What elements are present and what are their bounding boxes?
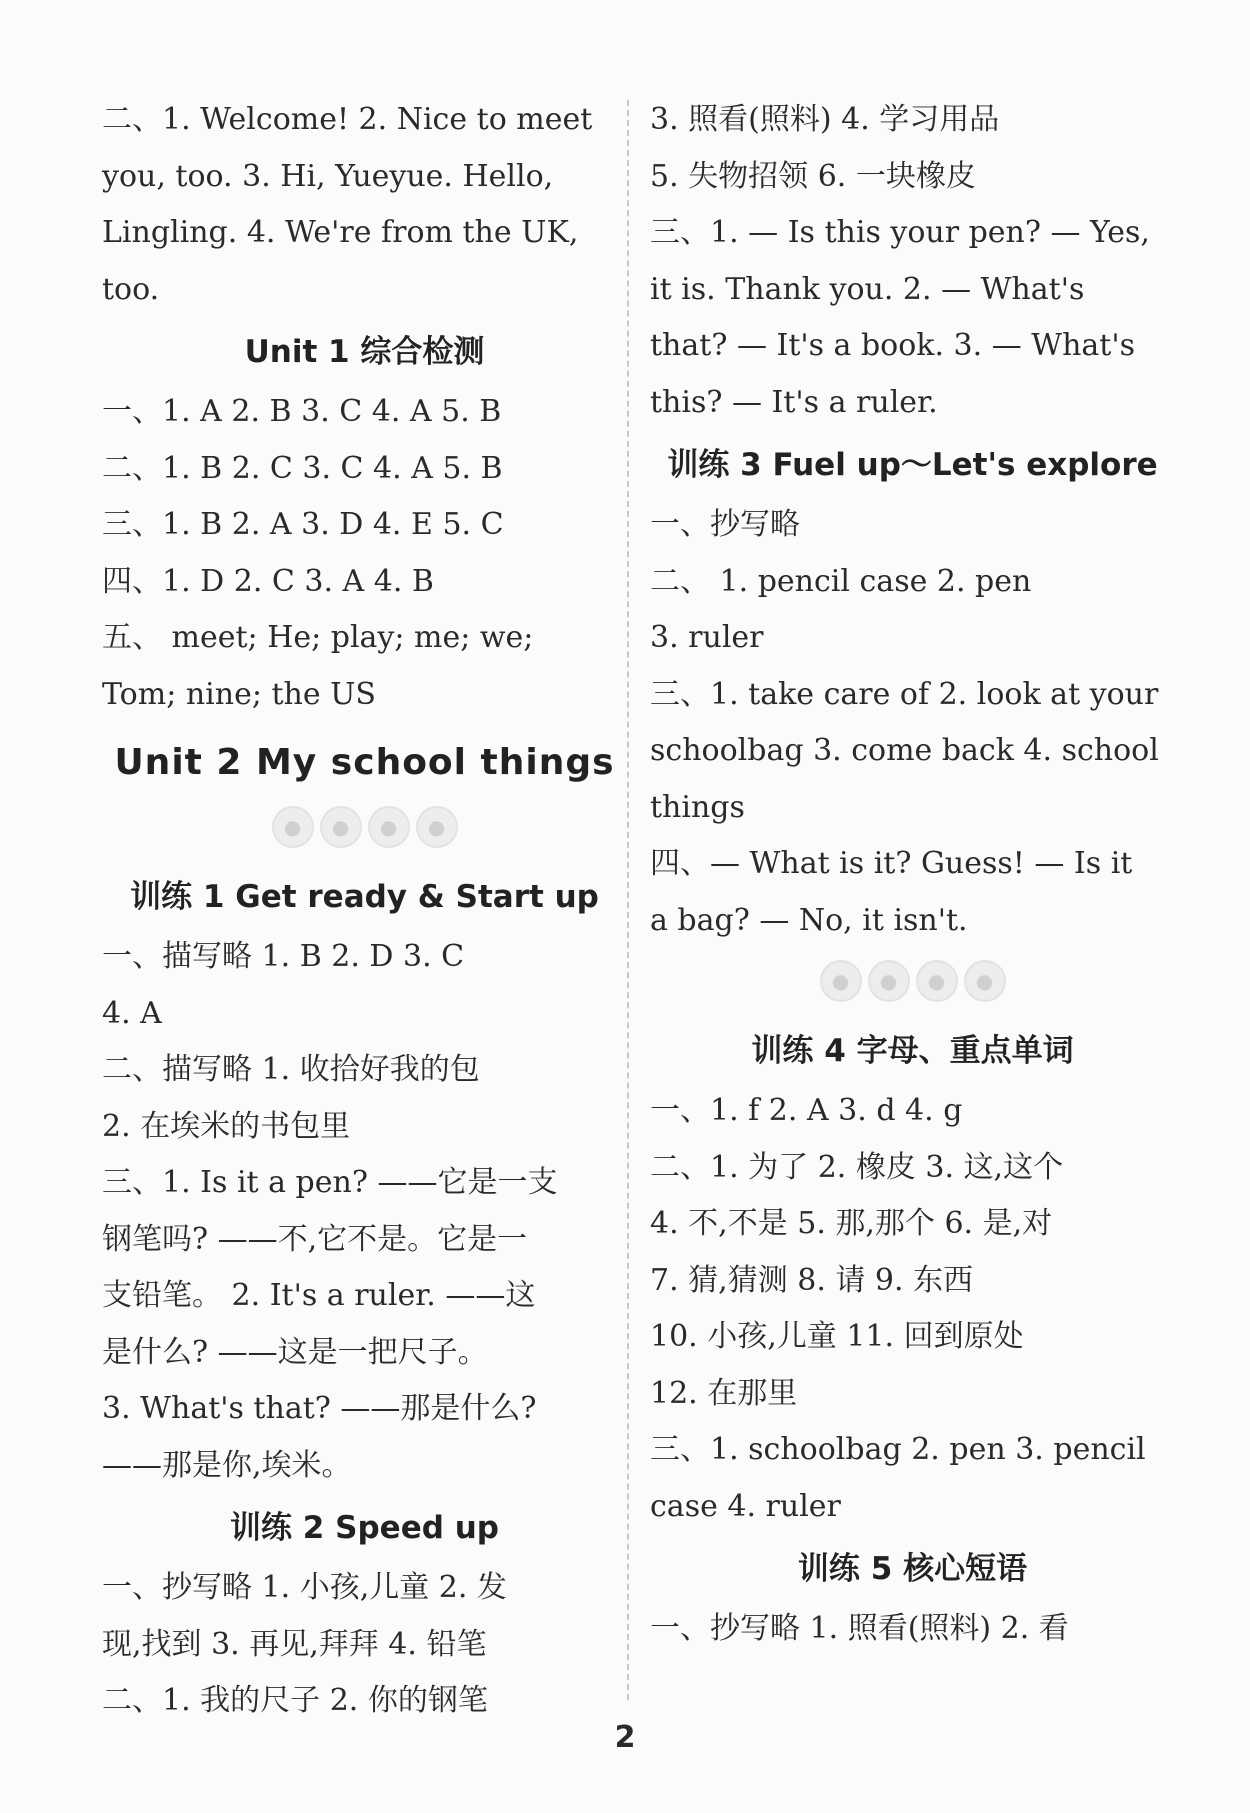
section-heading-training-3: 训练 3 Fuel up～Let's explore: [667, 447, 1158, 483]
left-block-c: [102, 929, 627, 1494]
left-block-d: [102, 1560, 627, 1730]
answer-line: 钢笔吗? ——不,它不是。它是一: [102, 1221, 528, 1257]
answer-line: 4. A: [102, 995, 162, 1031]
page-number: 2: [614, 1720, 636, 1755]
answer-line: 5. 失物招领 6. 一块橡皮: [650, 158, 976, 194]
answer-line: 3. What's that? ——那是什么?: [102, 1391, 537, 1426]
answer-line: 三、1. — Is this your pen? — Yes,: [650, 215, 1150, 250]
answer-line: 二、1. Welcome! 2. Nice to meet: [102, 102, 593, 137]
banner-circle-icon: ●: [916, 960, 958, 1002]
right-block-b: [650, 497, 1175, 949]
answer-line: things: [650, 789, 745, 825]
left-block-a: [102, 92, 627, 318]
decorative-banner: [102, 807, 627, 847]
answer-line: 一、1. f 2. A 3. d 4. g: [650, 1093, 963, 1128]
answer-line: that? — It's a book. 3. — What's: [650, 328, 1135, 363]
answer-line: a bag? — No, it isn't.: [650, 902, 968, 938]
answer-line: 三、1. take care of 2. look at your: [650, 676, 1159, 712]
answer-line: 一、1. A 2. B 3. C 4. A 5. B: [102, 394, 502, 429]
answer-line: 12. 在那里: [650, 1375, 798, 1411]
answer-line: it is. Thank you. 2. — What's: [650, 271, 1085, 307]
answer-line: 一、抄写略 1. 小孩,儿童 2. 发: [102, 1570, 507, 1605]
section-heading-training-5: 训练 5 核心短语: [797, 1551, 1028, 1587]
answer-line: 3. ruler: [650, 620, 764, 655]
right-block-c: [650, 1083, 1175, 1535]
answer-line: 2. 在埃米的书包里: [102, 1108, 351, 1144]
answer-line: case 4. ruler: [650, 1488, 841, 1524]
section-heading-unit1-test: Unit 1 综合检测: [244, 334, 485, 370]
answer-line: 支铅笔。 2. It's a ruler. ——这: [102, 1278, 536, 1313]
answer-line: 二、1. 我的尺子 2. 你的钢笔: [102, 1683, 488, 1718]
answer-line: Tom; nine; the US: [102, 676, 376, 712]
answer-line: 一、抄写略: [650, 507, 800, 542]
answer-line: 现,找到 3. 再见,拜拜 4. 铅笔: [102, 1626, 487, 1662]
banner-circle-icon: ●: [320, 806, 362, 848]
answer-line: 二、描写略 1. 收拾好我的包: [102, 1052, 480, 1087]
right-block-a: [650, 92, 1175, 431]
section-heading-training-4: 训练 4 字母、重点单词: [751, 1033, 1074, 1069]
answer-line: 二、1. 为了 2. 橡皮 3. 这,这个: [650, 1149, 1064, 1185]
left-block-b: [102, 384, 627, 723]
answer-line: 五、 meet; He; play; me; we;: [102, 620, 534, 655]
section-heading-training-1: 训练 1 Get ready & Start up: [130, 879, 599, 915]
answer-line: 四、— What is it? Guess! — Is it: [650, 846, 1133, 881]
banner-circle-icon: ●: [272, 806, 314, 848]
banner-circle-icon: ●: [868, 960, 910, 1002]
answer-line: too.: [102, 271, 160, 307]
banner-circle-icon: ●: [820, 960, 862, 1002]
left-column: [102, 92, 627, 1730]
banner-circle-icon: ●: [368, 806, 410, 848]
answer-line: 是什么? ——这是一把尺子。: [102, 1334, 488, 1370]
answer-line: this? — It's a ruler.: [650, 384, 938, 420]
answer-line: 四、1. D 2. C 3. A 4. B: [102, 563, 434, 599]
decorative-banner: [650, 961, 1175, 1001]
answer-line: 二、1. B 2. C 3. C 4. A 5. B: [102, 450, 503, 486]
answer-line: 4. 不,不是 5. 那,那个 6. 是,对: [650, 1206, 1053, 1241]
answer-line: schoolbag 3. come back 4. school: [650, 733, 1159, 768]
banner-circle-icon: ●: [964, 960, 1006, 1002]
unit-title: Unit 2 My school things: [114, 742, 615, 783]
right-block-d: [650, 1601, 1175, 1658]
answer-line: 3. 照看(照料) 4. 学习用品: [650, 102, 1000, 137]
answer-line: 三、1. schoolbag 2. pen 3. pencil: [650, 1432, 1146, 1467]
answer-line: 一、描写略 1. B 2. D 3. C: [102, 939, 465, 974]
answer-line: 一、抄写略 1. 照看(照料) 2. 看: [650, 1611, 1069, 1646]
answer-line: Lingling. 4. We're from the UK,: [102, 215, 579, 250]
answer-line: 7. 猜,猜测 8. 请 9. 东西: [650, 1262, 974, 1298]
right-column: [650, 92, 1175, 1658]
section-heading-training-2: 训练 2 Speed up: [230, 1510, 499, 1546]
answer-line: 三、1. Is it a pen? ——它是一支: [102, 1165, 558, 1200]
answer-line: you, too. 3. Hi, Yueyue. Hello,: [102, 158, 554, 194]
answer-line: ——那是你,埃米。: [102, 1447, 352, 1483]
answer-line: 三、1. B 2. A 3. D 4. E 5. C: [102, 507, 504, 542]
answer-line: 10. 小孩,儿童 11. 回到原处: [650, 1319, 1024, 1354]
banner-circle-icon: ●: [416, 806, 458, 848]
column-divider: [627, 100, 629, 1700]
answer-line: 二、 1. pencil case 2. pen: [650, 563, 1032, 599]
